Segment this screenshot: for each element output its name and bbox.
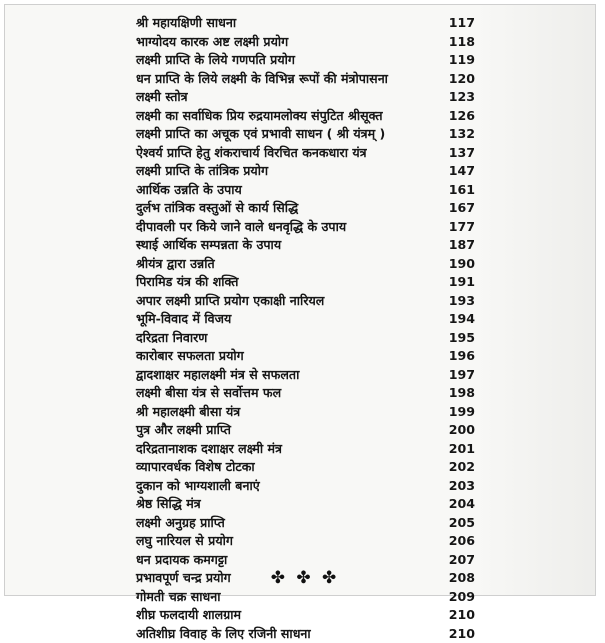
toc-entry-title: दीपावली पर किये जाने वाले धनवृद्धि के उपाय — [136, 218, 346, 237]
toc-entry — [136, 458, 475, 477]
toc-entry-title: ऐश्वर्य प्राप्ति हेतु शंकराचार्य विरचित कनकधारा यंत्र — [136, 144, 367, 163]
toc-entry-title: भाग्योदय कारक अष्ट लक्ष्मी प्रयोग — [136, 33, 288, 52]
toc-entry-page: 132 — [449, 125, 475, 144]
toc-entry-page: 210 — [449, 625, 475, 643]
toc-entry — [136, 162, 475, 181]
toc-entry-title: श्रीयंत्र द्वारा उन्नति — [136, 255, 215, 274]
toc-entry-title: दरिद्रता निवारण — [136, 329, 207, 348]
toc-entry — [136, 51, 475, 70]
toc-entry-title: लक्ष्मी प्राप्ति के तांत्रिक प्रयोग — [136, 162, 268, 181]
toc-entry-title: पिरामिड यंत्र की शक्ति — [136, 273, 238, 292]
footer-ornament: ✤ ✤ ✤ — [5, 568, 605, 588]
toc-entry-title: गोमती चक्र साधना — [136, 588, 221, 607]
toc-entry-title: द्वादशाक्षर महालक्ष्मी मंत्र से सफलता — [136, 366, 299, 385]
toc-entry — [136, 292, 475, 311]
toc-entry — [136, 310, 475, 329]
toc-entry-title: लघु नारियल से प्रयोग — [136, 532, 233, 551]
toc-entry-title: लक्ष्मी स्तोत्र — [136, 88, 188, 107]
toc-entry — [136, 588, 475, 607]
toc-entry — [136, 532, 475, 551]
toc-entry-page: 209 — [449, 588, 475, 607]
book-page — [4, 4, 596, 596]
toc-entry-title: लक्ष्मी का सर्वाधिक प्रिय रुद्रयामलोक्य संपुटित श्रीसूक्त — [136, 107, 383, 126]
toc-entry-page: 194 — [449, 310, 475, 329]
toc-entry-title: लक्ष्मी अनुग्रह प्राप्ति — [136, 514, 225, 533]
toc-entry — [136, 551, 475, 570]
toc-entry-title: पुत्र और लक्ष्मी प्राप्ति — [136, 421, 231, 440]
toc-entry — [136, 144, 475, 163]
toc-entry-title: दुर्लभ तांत्रिक वस्तुओं से कार्य सिद्धि — [136, 199, 298, 218]
toc-entry-page: 119 — [449, 51, 475, 70]
toc-entry — [136, 384, 475, 403]
toc-entry — [136, 218, 475, 237]
toc-entry — [136, 606, 475, 625]
toc-entry — [136, 125, 475, 144]
toc-entry-title: दुकान को भाग्यशाली बनाएं — [136, 477, 260, 496]
toc-entry-title: लक्ष्मी प्राप्ति के लिये गणपति प्रयोग — [136, 51, 295, 70]
toc-entry-page: 201 — [449, 440, 475, 459]
toc-entry-page: 123 — [449, 88, 475, 107]
toc-entry — [136, 33, 475, 52]
table-of-contents — [136, 14, 475, 643]
toc-entry — [136, 273, 475, 292]
toc-entry-page: 117 — [449, 14, 475, 33]
toc-entry-page: 207 — [449, 551, 475, 570]
page-shadow — [475, 5, 595, 595]
toc-entry-title: श्रेष्ठ सिद्धि मंत्र — [136, 495, 201, 514]
toc-entry-page: 177 — [449, 218, 475, 237]
toc-entry — [136, 255, 475, 274]
toc-entry-title: धन प्रदायक कमगट्टा — [136, 551, 227, 570]
toc-entry-page: 205 — [449, 514, 475, 533]
toc-entry — [136, 440, 475, 459]
toc-entry-page: 161 — [449, 181, 475, 200]
toc-entry-title: व्यापारवर्धक विशेष टोटका — [136, 458, 255, 477]
toc-entry — [136, 181, 475, 200]
toc-entry — [136, 88, 475, 107]
toc-entry-title: कारोबार सफलता प्रयोग — [136, 347, 244, 366]
toc-entry — [136, 199, 475, 218]
toc-entry — [136, 495, 475, 514]
toc-entry-page: 167 — [449, 199, 475, 218]
toc-entry-title: प्रभावपूर्ण चन्द्र प्रयोग — [136, 569, 231, 588]
toc-entry — [136, 347, 475, 366]
toc-entry-page: 120 — [449, 70, 475, 89]
toc-entry-title: अपार लक्ष्मी प्राप्ति प्रयोग एकाक्षी नारियल — [136, 292, 324, 311]
toc-entry-page: 147 — [449, 162, 475, 181]
toc-entry-page: 198 — [449, 384, 475, 403]
toc-entry-title: दरिद्रतानाशक दशाक्षर लक्ष्मी मंत्र — [136, 440, 282, 459]
toc-entry-page: 126 — [449, 107, 475, 126]
toc-entry-title: आर्थिक उन्नति के उपाय — [136, 181, 242, 200]
toc-entry-title: लक्ष्मी प्राप्ति का अचूक एवं प्रभावी साधन ( श्री यंत्रम् ) — [136, 125, 385, 144]
toc-entry — [136, 107, 475, 126]
toc-entry-title: शीघ्र फलदायी शालग्राम — [136, 606, 241, 625]
toc-entry-title: भूमि-विवाद में विजय — [136, 310, 231, 329]
toc-entry-title: धन प्राप्ति के लिये लक्ष्मी के विभिन्न रूपों की मंत्रोपासना — [136, 70, 388, 89]
toc-entry-title: लक्ष्मी बीसा यंत्र से सर्वोत्तम फल — [136, 384, 281, 403]
toc-entry-page: 206 — [449, 532, 475, 551]
toc-entry-page: 187 — [449, 236, 475, 255]
toc-entry — [136, 329, 475, 348]
toc-entry-page: 191 — [449, 273, 475, 292]
toc-entry — [136, 514, 475, 533]
toc-entry-title: अतिशीघ्र विवाह के लिए रजिनी साधना — [136, 625, 311, 643]
toc-entry-page: 208 — [449, 569, 475, 588]
toc-entry — [136, 477, 475, 496]
toc-entry — [136, 70, 475, 89]
toc-entry — [136, 403, 475, 422]
toc-entry-title: स्थाई आर्थिक सम्पन्नता के उपाय — [136, 236, 281, 255]
toc-entry-title: श्री महायक्षिणी साधना — [136, 14, 236, 33]
toc-entry-page: 199 — [449, 403, 475, 422]
toc-entry-page: 118 — [449, 33, 475, 52]
toc-entry — [136, 421, 475, 440]
toc-entry-page: 137 — [449, 144, 475, 163]
toc-entry-page: 210 — [449, 606, 475, 625]
toc-entry-page: 190 — [449, 255, 475, 274]
toc-entry — [136, 236, 475, 255]
toc-entry — [136, 14, 475, 33]
toc-entry-page: 193 — [449, 292, 475, 311]
toc-entry-page: 203 — [449, 477, 475, 496]
toc-entry-page: 195 — [449, 329, 475, 348]
toc-entry-page: 197 — [449, 366, 475, 385]
toc-entry — [136, 625, 475, 643]
toc-entry-page: 204 — [449, 495, 475, 514]
toc-entry-page: 196 — [449, 347, 475, 366]
toc-entry-page: 200 — [449, 421, 475, 440]
toc-entry — [136, 366, 475, 385]
toc-entry-page: 202 — [449, 458, 475, 477]
toc-entry-title: श्री महालक्ष्मी बीसा यंत्र — [136, 403, 240, 422]
